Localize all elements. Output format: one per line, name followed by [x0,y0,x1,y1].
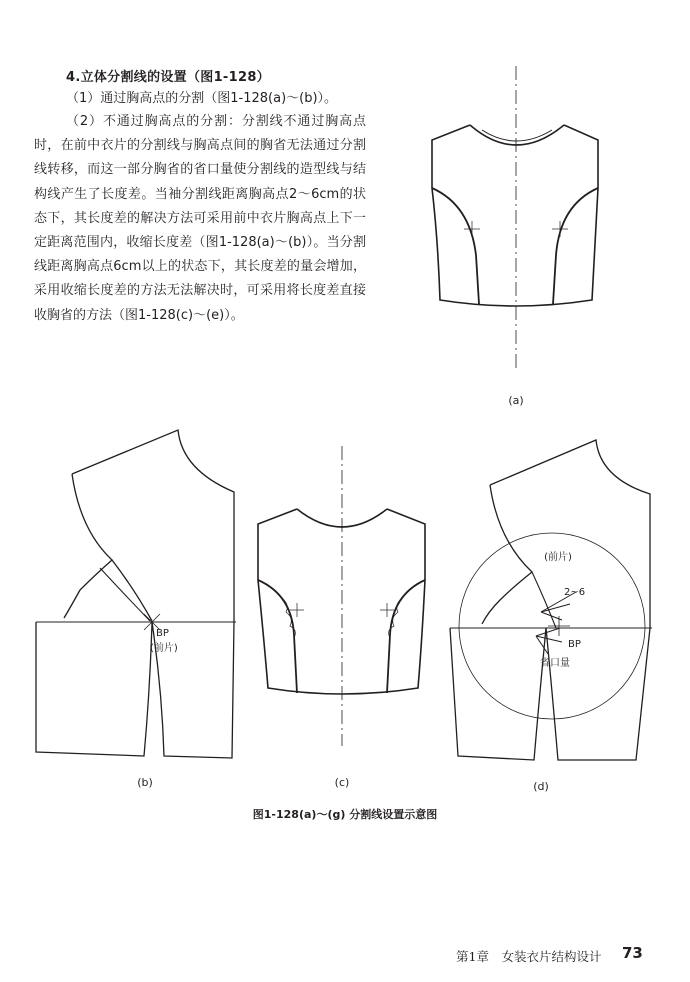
figure-d-pattern [450,440,652,760]
footer-chapter: 第1章 女装衣片结构设计 [456,949,602,964]
figure-b-pattern [36,430,236,758]
figure-d-label: (d) [533,780,549,793]
section-heading: 4.立体分割线的设置（图1-128） [66,70,270,85]
figure-d-bp-label: BP [568,639,581,650]
figure-b-bp-label: BP [156,628,169,639]
figure-d-front-label: (前片) [544,552,572,563]
paragraph-2: （2）不通过胸高点的分割：分割线不通过胸高点时，在前中衣片的分割线与胸高点间的胸省无法通过分割线转移，而这一部分胸省的省口量使分割线的造型线与结构线产生了长度差。当袖分割线距离胸高点2～6cm的状态下，其长度差的解决方法可采用前中衣片胸高点上下一定距离范围内，收缩长度差（图1-128(a)～(b)）。当分割线距离胸高点6cm以上的状态下，其长度差的量会增加，采用收缩长度差的方法无法解决时，可采用将长度差直接收胸省的方法（图1-128(c)～(e)）。 [34,114,366,323]
figure-c-bodice [258,446,425,746]
paragraph-1: （1）通过胸高点的分割（图1-128(a)～(b)）。 [66,91,338,106]
page-number: 73 [622,944,643,962]
figure-b-front-label: (前片) [150,643,178,654]
figure-c-label: (c) [334,776,350,789]
figure-d-range-label: 2~6 [564,587,586,598]
figure-b-label: (b) [137,776,153,789]
figure-d-dart-label: 省口量 [540,658,570,669]
figure-caption: 图1-128(a)～(g) 分割线设置示意图 [252,808,438,821]
figure-a-label: (a) [508,394,524,407]
figure-a-bodice [432,66,598,372]
